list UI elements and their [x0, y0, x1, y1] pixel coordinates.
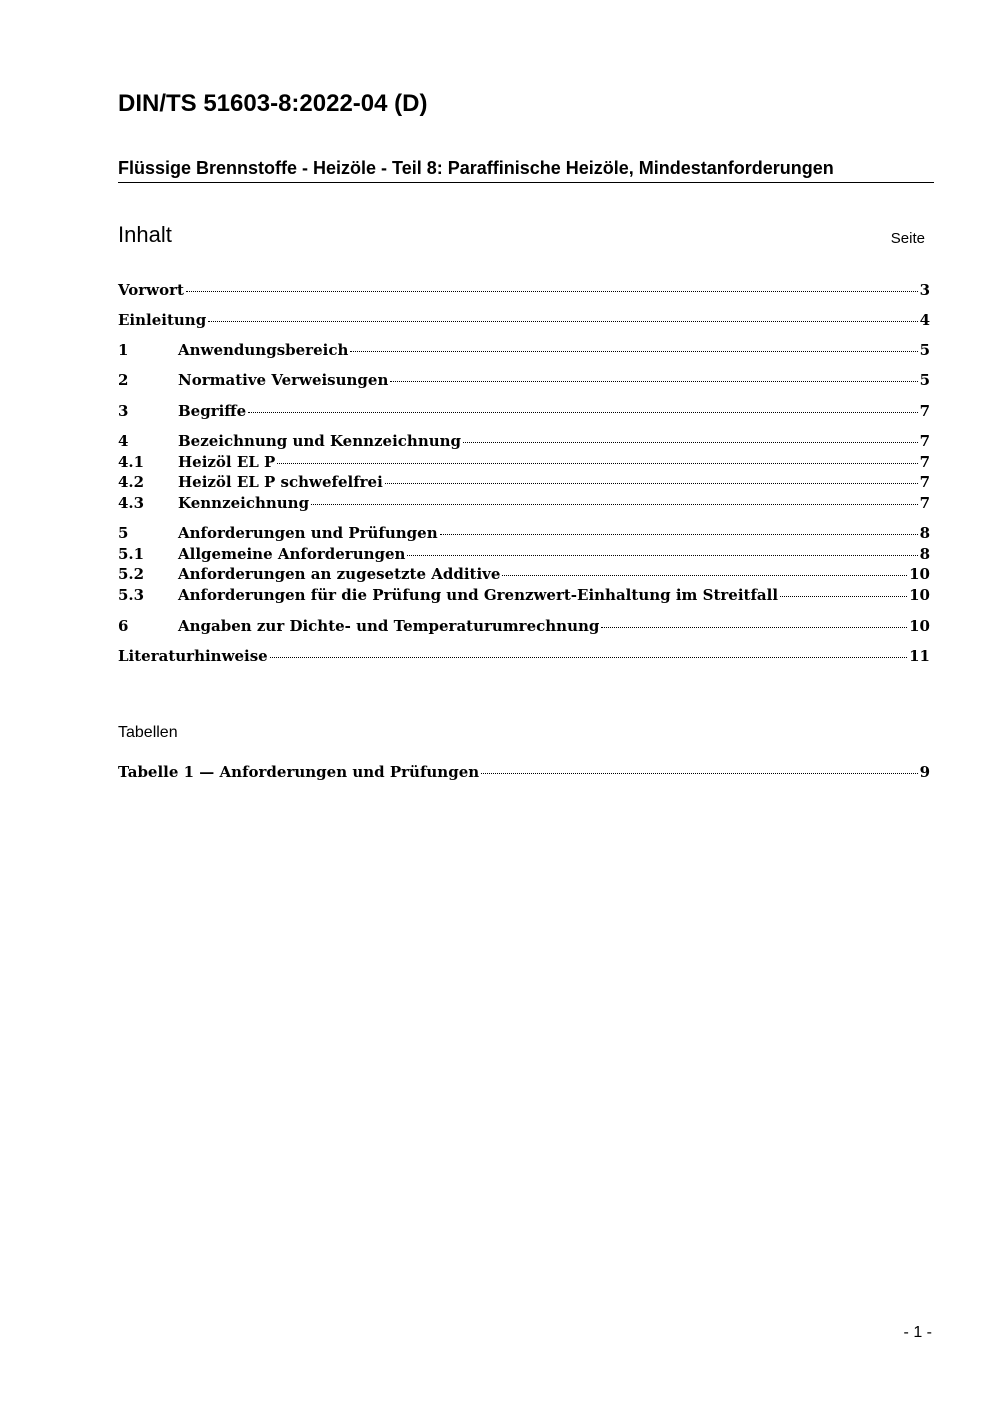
toc-entry-title: Bezeichnung und Kennzeichnung: [178, 432, 462, 450]
toc-entry-number: 2: [118, 371, 129, 389]
toc-entry-2[interactable]: [118, 370, 930, 390]
toc-entry-5[interactable]: [118, 523, 930, 543]
document-title: DIN/TS 51603-8:2022-04 (D): [118, 90, 428, 117]
toc-entry-number: 4.1: [118, 453, 145, 471]
toc-entry-4-2[interactable]: [118, 472, 930, 492]
toc-entry-number: 1: [118, 341, 129, 359]
toc-entry-title: Heizöl EL P schwefelfrei: [178, 473, 383, 491]
toc-entry-page: 7: [919, 402, 930, 420]
table-entry-page: 9: [919, 763, 930, 781]
toc-entry-number: 6: [118, 617, 129, 635]
toc-entry-title: Anwendungsbereich: [178, 341, 349, 359]
toc-entry-title: Allgemeine Anforderungen: [178, 545, 406, 563]
toc-heading: Inhalt: [118, 222, 172, 247]
toc-entry-literaturhinweise[interactable]: [118, 646, 930, 666]
toc-entry-page: 7: [919, 473, 930, 491]
leader-dots: [440, 533, 918, 535]
toc-entry-number: 5.3: [118, 586, 145, 604]
toc-entry-5-2[interactable]: [118, 564, 930, 584]
leader-dots: [248, 411, 917, 413]
leader-dots: [601, 626, 907, 628]
leader-dots: [502, 574, 907, 576]
toc-entry-number: 5.2: [118, 565, 145, 583]
toc-entry-vorwort[interactable]: [118, 280, 930, 300]
page-column-label: Seite: [890, 230, 925, 247]
toc-entry-page: 10: [909, 586, 930, 604]
toc-entry-page: 5: [919, 371, 930, 389]
table-entry-title: Tabelle 1 — Anforderungen und Prüfungen: [118, 763, 480, 781]
toc-entry-title: Kennzeichnung: [178, 494, 310, 512]
toc-entry-title: Heizöl EL P: [178, 453, 276, 471]
toc-entry-title: Literaturhinweise: [118, 647, 268, 665]
toc-entry-title: Begriffe: [178, 402, 247, 420]
leader-dots: [463, 441, 918, 443]
leader-dots: [481, 772, 917, 774]
toc-entry-page: 10: [909, 617, 930, 635]
leader-dots: [390, 380, 917, 382]
toc-entry-number: 4: [118, 432, 129, 450]
toc-entry-title: Normative Verweisungen: [178, 371, 389, 389]
toc-entry-page: 8: [919, 524, 930, 542]
tables-heading: Tabellen: [118, 724, 178, 741]
toc-entry-5-3[interactable]: [118, 585, 930, 605]
toc-entry-number: 5.1: [118, 545, 145, 563]
document-subtitle: Flüssige Brennstoffe - Heizöle - Teil 8: Paraffinische Heizöle, Mindestanforderungen: [118, 158, 934, 183]
toc-entry-4-3[interactable]: [118, 493, 930, 513]
leader-dots: [208, 320, 917, 322]
toc-entry-number: 3: [118, 402, 129, 420]
toc-entry-title: Vorwort: [118, 281, 184, 299]
toc-entry-1[interactable]: [118, 340, 930, 360]
toc-entry-einleitung[interactable]: [118, 310, 930, 330]
toc-entry-number: 5: [118, 524, 129, 542]
leader-dots: [350, 350, 917, 352]
toc-entry-3[interactable]: [118, 401, 930, 421]
leader-dots: [407, 554, 917, 556]
leader-dots: [270, 656, 907, 658]
table-list-entry[interactable]: [118, 762, 930, 782]
toc-entry-page: 11: [909, 647, 930, 665]
toc-entry-title: Anforderungen an zugesetzte Additive: [178, 565, 501, 583]
leader-dots: [277, 462, 917, 464]
leader-dots: [780, 595, 907, 597]
toc-entry-page: 4: [919, 311, 930, 329]
leader-dots: [385, 482, 918, 484]
toc-entry-page: 7: [919, 494, 930, 512]
toc-entry-4-1[interactable]: [118, 452, 930, 472]
toc-entry-number: 4.2: [118, 473, 145, 491]
leader-dots: [311, 503, 917, 505]
toc-entry-number: 4.3: [118, 494, 145, 512]
toc-entry-page: 10: [909, 565, 930, 583]
toc-entry-page: 8: [919, 545, 930, 563]
toc-entry-title: Angaben zur Dichte- und Temperaturumrechnung: [178, 617, 600, 635]
toc-entry-page: 3: [919, 281, 930, 299]
toc-entry-title: Anforderungen und Prüfungen: [178, 524, 438, 542]
toc-entry-title: Anforderungen für die Prüfung und Grenzwert-Einhaltung im Streitfall: [178, 586, 779, 604]
leader-dots: [186, 290, 918, 292]
toc-entry-page: 7: [919, 432, 930, 450]
toc-entry-title: Einleitung: [118, 311, 207, 329]
toc-entry-page: 5: [919, 341, 930, 359]
toc-entry-6[interactable]: [118, 616, 930, 636]
toc-entry-5-1[interactable]: [118, 544, 930, 564]
toc-entry-4[interactable]: [118, 431, 930, 451]
page-number: - 1 -: [903, 1324, 932, 1341]
toc-entry-page: 7: [919, 453, 930, 471]
